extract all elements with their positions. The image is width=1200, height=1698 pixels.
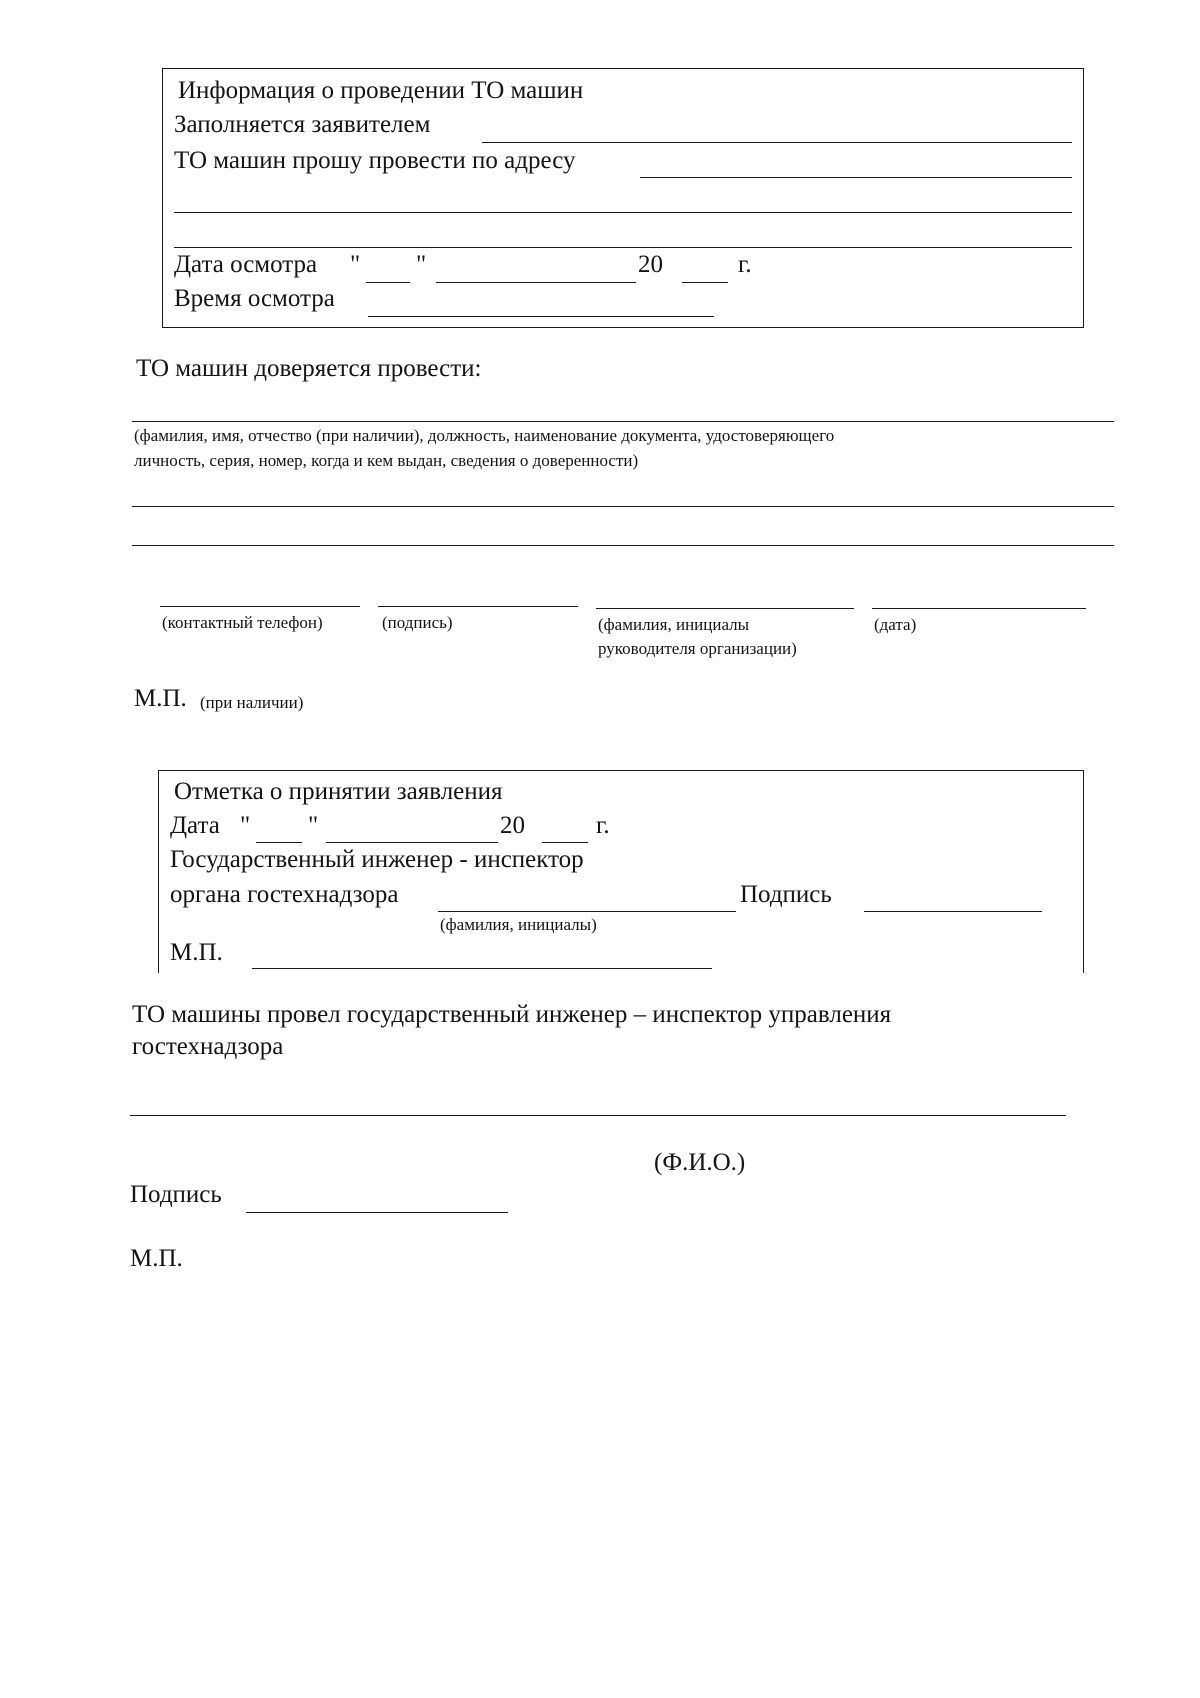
inspection-date-label: Дата осмотра <box>174 251 318 278</box>
address-field-line-2[interactable] <box>174 212 1072 213</box>
acceptance-quote-close: " <box>308 812 319 839</box>
inspection-month-field[interactable] <box>436 282 636 283</box>
inspector-name-field[interactable] <box>438 911 736 912</box>
year-suffix: г. <box>738 251 752 278</box>
signature-field[interactable] <box>378 606 578 607</box>
trust-heading: ТО машин доверяется провести: <box>136 355 482 382</box>
quote-close: " <box>416 251 427 278</box>
trustee-caption-line-2: личность, серия, номер, когда и кем выдан, сведения о доверенности) <box>134 451 639 470</box>
acceptance-title: Отметка о принятии заявления <box>174 778 503 805</box>
inspector-name-caption: (фамилия, инициалы) <box>440 915 597 934</box>
acceptance-year-suffix: г. <box>596 812 610 839</box>
inspection-info-title: Информация о проведении ТО машин <box>178 77 584 104</box>
trustee-field[interactable] <box>132 421 1114 422</box>
conducted-text-line-1: ТО машины провел государственный инженер – инспектор управления <box>132 1001 892 1028</box>
acceptance-stamp-label: М.П. <box>170 939 223 966</box>
date-caption: (дата) <box>874 615 917 634</box>
final-stamp-label: М.П. <box>130 1245 183 1272</box>
acceptance-day-field[interactable] <box>256 842 302 843</box>
inspector-fio-field[interactable] <box>130 1115 1066 1116</box>
inspector-label-line-2: органа гостехнадзора <box>170 881 399 908</box>
contact-phone-caption: (контактный телефон) <box>162 613 323 632</box>
inspector-label-line-1: Государственный инженер - инспектор <box>170 846 584 873</box>
date-field[interactable] <box>872 608 1086 609</box>
final-signature-field[interactable] <box>246 1212 508 1213</box>
head-name-caption-line-1: (фамилия, инициалы <box>598 615 750 634</box>
fio-caption: (Ф.И.О.) <box>654 1149 746 1176</box>
year-prefix: 20 <box>638 251 663 278</box>
quote-open: " <box>350 251 361 278</box>
acceptance-month-field[interactable] <box>326 842 498 843</box>
address-label: ТО машин прошу провести по адресу <box>174 147 576 174</box>
address-field-line-3[interactable] <box>174 247 1072 248</box>
contact-phone-field[interactable] <box>160 606 360 607</box>
inspection-time-field[interactable] <box>368 316 714 317</box>
acceptance-date-label: Дата <box>170 812 220 839</box>
inspection-day-field[interactable] <box>366 282 410 283</box>
acceptance-quote-open: " <box>240 812 251 839</box>
conducted-text-line-2: гостехнадзора <box>132 1033 284 1060</box>
head-name-caption-line-2: руководителя организации) <box>598 639 797 658</box>
final-signature-label: Подпись <box>130 1181 222 1208</box>
signature-caption: (подпись) <box>382 613 453 632</box>
head-name-field[interactable] <box>596 608 854 609</box>
trustee-field-line-3[interactable] <box>132 545 1114 546</box>
acceptance-year-prefix: 20 <box>500 812 525 839</box>
acceptance-signature-label: Подпись <box>740 881 832 908</box>
filled-by-label: Заполняется заявителем <box>174 111 431 138</box>
stamp-label: М.П. <box>134 685 187 712</box>
inspection-year-field[interactable] <box>682 282 728 283</box>
trustee-caption-line-1: (фамилия, имя, отчество (при наличии), должность, наименование документа, удостоверяющего <box>134 426 835 445</box>
trustee-field-line-2[interactable] <box>132 506 1114 507</box>
address-field[interactable] <box>640 177 1072 178</box>
inspection-time-label: Время осмотра <box>174 285 335 312</box>
acceptance-signature-field[interactable] <box>864 911 1042 912</box>
applicant-field[interactable] <box>482 142 1072 143</box>
stamp-note: (при наличии) <box>200 693 304 712</box>
acceptance-stamp-field[interactable] <box>252 968 712 969</box>
acceptance-year-field[interactable] <box>542 842 588 843</box>
